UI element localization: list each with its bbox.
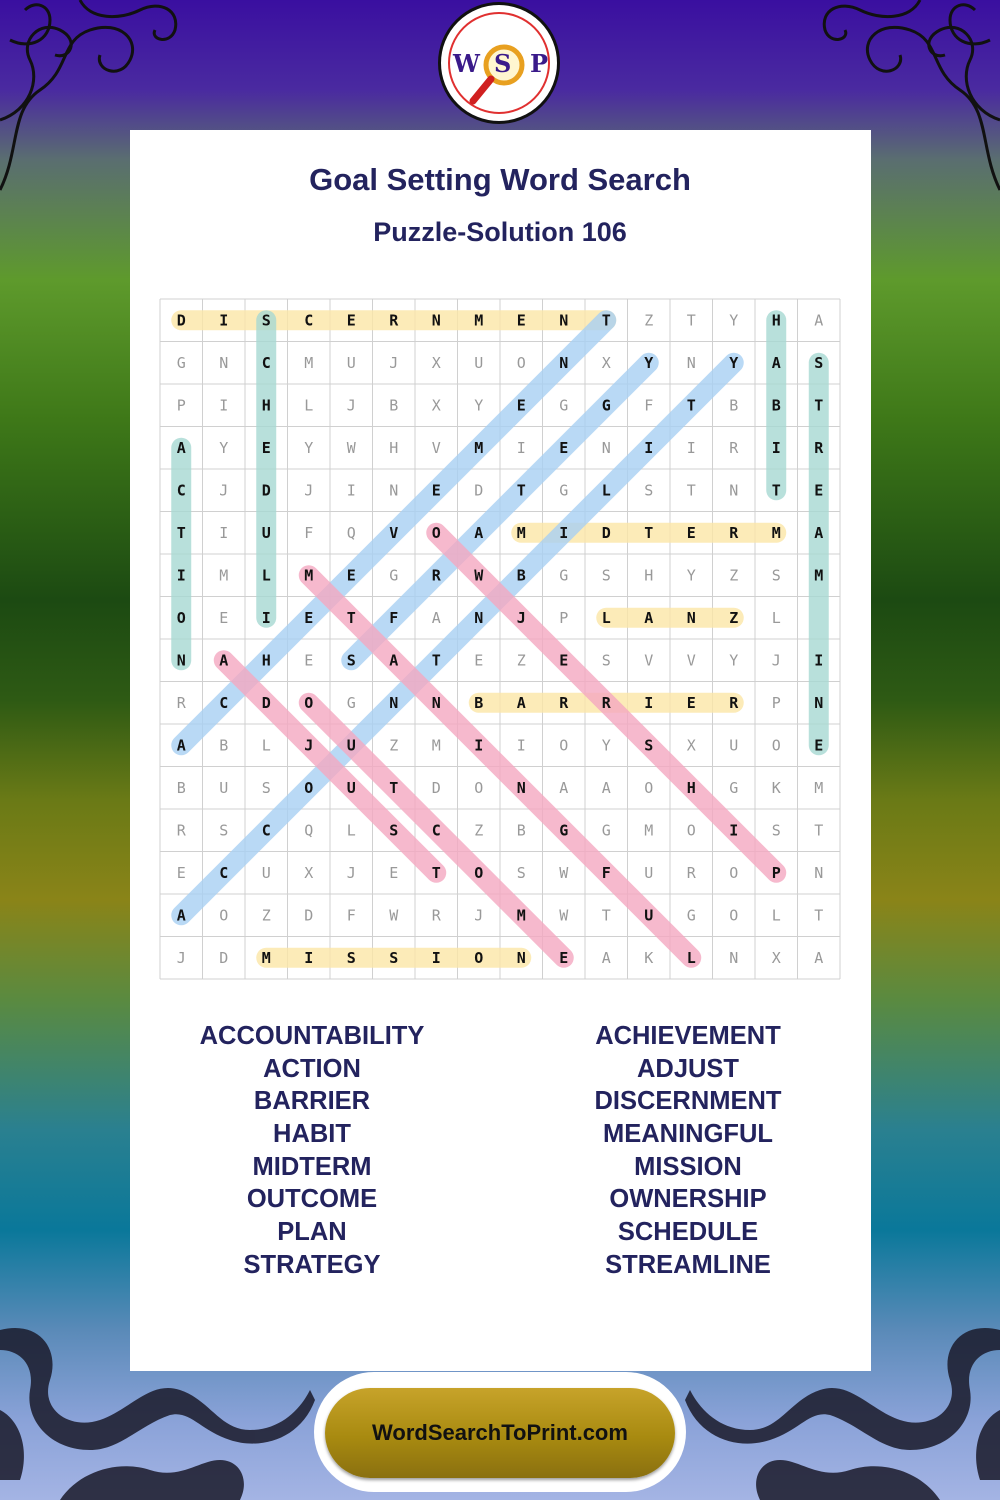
word-list-item: ACCOUNTABILITY — [199, 1022, 425, 1050]
grid-letter[interactable]: E — [431, 481, 441, 500]
grid-letter[interactable]: F — [304, 523, 314, 542]
grid-letter[interactable]: T — [686, 311, 696, 330]
grid-letter[interactable]: T — [601, 906, 611, 925]
grid-letter[interactable]: R — [729, 693, 739, 712]
grid-letter[interactable]: S — [389, 821, 399, 840]
grid-letter[interactable]: O — [686, 821, 696, 840]
grid-letter[interactable]: Q — [304, 821, 314, 840]
grid-letter[interactable]: E — [516, 396, 526, 415]
grid-letter[interactable]: F — [389, 608, 399, 627]
grid-letter[interactable]: O — [729, 906, 739, 925]
grid-letter[interactable]: T — [431, 863, 441, 882]
grid-letter[interactable]: D — [601, 523, 611, 542]
word-list-item: MISSION — [634, 1152, 742, 1181]
word-list-item: PLAN — [277, 1218, 347, 1247]
grid-letter[interactable]: O — [474, 948, 484, 967]
grid-letter[interactable]: R — [431, 566, 441, 585]
grid-letter[interactable]: M — [219, 566, 229, 585]
grid-letter[interactable]: M — [431, 736, 441, 755]
grid-letter[interactable]: T — [176, 523, 186, 542]
grid-letter[interactable]: U — [644, 863, 654, 882]
grid-letter[interactable]: N — [474, 608, 484, 627]
word-list-item: OUTCOME — [246, 1185, 378, 1214]
grid-letter[interactable]: R — [176, 821, 186, 840]
logo-letter-w: W — [453, 49, 480, 78]
grid-letter[interactable]: R — [559, 693, 569, 712]
grid-letter[interactable]: B — [771, 396, 781, 415]
grid-letter[interactable]: P — [771, 863, 781, 882]
grid-letter[interactable]: S — [516, 863, 526, 882]
grid-letter[interactable]: Z — [644, 311, 654, 330]
grid-letter[interactable]: S — [771, 566, 781, 585]
grid-letter[interactable]: A — [219, 651, 229, 670]
grid-letter[interactable]: N — [219, 353, 229, 372]
grid-letter[interactable]: O — [176, 608, 186, 627]
grid-letter[interactable]: E — [219, 608, 229, 627]
grid-letter[interactable]: S — [261, 778, 271, 797]
grid-letter[interactable]: C — [219, 863, 229, 882]
grid-letter[interactable]: N — [686, 353, 696, 372]
grid-letter[interactable]: V — [686, 651, 696, 670]
grid-letter[interactable]: I — [431, 948, 441, 967]
grid-letter[interactable]: M — [516, 523, 526, 542]
grid-letter[interactable]: U — [261, 863, 271, 882]
grid-letter[interactable]: B — [389, 396, 399, 415]
grid-letter[interactable]: W — [346, 438, 356, 457]
grid-letter[interactable]: B — [219, 736, 229, 755]
grid-letter[interactable]: I — [219, 523, 229, 542]
grid-letter[interactable]: W — [389, 906, 399, 925]
grid-letter[interactable]: N — [559, 311, 569, 330]
grid-letter[interactable]: I — [729, 821, 739, 840]
grid-letter[interactable]: E — [814, 736, 824, 755]
grid-letter[interactable]: U — [261, 523, 271, 542]
grid-letter[interactable]: S — [644, 481, 654, 500]
grid-letter[interactable]: T — [814, 906, 824, 925]
grid-letter[interactable]: E — [559, 948, 569, 967]
word-list-item: SCHEDULE — [617, 1218, 759, 1247]
grid-letter[interactable]: C — [219, 693, 229, 712]
grid-letter[interactable]: C — [176, 481, 186, 500]
grid-letter[interactable]: N — [389, 481, 399, 500]
grid-letter[interactable]: U — [219, 778, 229, 797]
grid-letter[interactable]: J — [516, 608, 526, 627]
grid-letter[interactable]: M — [261, 948, 271, 967]
grid-letter[interactable]: F — [644, 396, 654, 415]
grid-letter[interactable]: E — [176, 863, 186, 882]
grid-letter[interactable]: M — [644, 821, 654, 840]
logo-letter-s: S — [494, 49, 512, 78]
grid-letter[interactable]: Z — [474, 821, 484, 840]
grid-letter[interactable]: J — [346, 396, 356, 415]
grid-letter[interactable]: M — [814, 566, 824, 585]
grid-letter[interactable]: A — [389, 651, 399, 670]
word-list-item: ACTION — [263, 1054, 361, 1083]
grid-letter[interactable]: O — [771, 736, 781, 755]
grid-letter[interactable]: S — [346, 948, 356, 967]
grid-letter[interactable]: P — [559, 608, 569, 627]
grid-letter[interactable]: G — [346, 693, 356, 712]
grid-letter[interactable]: H — [771, 311, 781, 330]
grid-letter[interactable]: I — [516, 736, 526, 755]
grid-letter[interactable]: N — [516, 778, 526, 797]
grid-letter[interactable]: A — [176, 736, 186, 755]
grid-letter[interactable]: O — [559, 736, 569, 755]
grid-letter[interactable]: I — [814, 651, 824, 670]
grid-letter[interactable]: N — [601, 438, 611, 457]
grid-letter[interactable]: A — [474, 523, 484, 542]
grid-letter[interactable]: C — [431, 821, 441, 840]
grid-letter[interactable]: J — [304, 736, 314, 755]
grid-letter[interactable]: B — [474, 693, 484, 712]
grid-letter[interactable]: Y — [729, 651, 739, 670]
grid-letter[interactable]: N — [729, 481, 739, 500]
grid-letter[interactable]: W — [559, 863, 569, 882]
grid-letter[interactable]: E — [559, 651, 569, 670]
grid-letter[interactable]: F — [346, 906, 356, 925]
grid-letter[interactable]: V — [644, 651, 654, 670]
grid-letter[interactable]: X — [601, 353, 611, 372]
grid-letter[interactable]: I — [644, 438, 654, 457]
grid-letter[interactable]: J — [219, 481, 229, 500]
grid-letter[interactable]: J — [771, 651, 781, 670]
grid-letter[interactable]: V — [431, 438, 441, 457]
grid-letter[interactable]: N — [686, 608, 696, 627]
grid-letter[interactable]: N — [176, 651, 186, 670]
grid-letter[interactable]: G — [686, 906, 696, 925]
grid-letter[interactable]: N — [389, 693, 399, 712]
grid-letter[interactable]: M — [516, 906, 526, 925]
grid-letter[interactable]: Z — [389, 736, 399, 755]
grid-letter[interactable]: X — [686, 736, 696, 755]
grid-letter[interactable]: I — [474, 736, 484, 755]
grid-letter[interactable]: J — [304, 481, 314, 500]
grid-letter[interactable]: L — [686, 948, 696, 967]
grid-letter[interactable]: B — [729, 396, 739, 415]
grid-letter[interactable]: A — [644, 608, 654, 627]
grid-letter[interactable]: D — [261, 693, 271, 712]
grid-letter[interactable]: A — [516, 693, 526, 712]
grid-letter[interactable]: B — [516, 566, 526, 585]
grid-letter[interactable]: N — [431, 311, 441, 330]
grid-letter[interactable]: C — [261, 821, 271, 840]
logo-letter-p: P — [530, 49, 549, 78]
grid-letter[interactable]: R — [686, 863, 696, 882]
grid-letter[interactable]: J — [176, 948, 186, 967]
grid-letter[interactable]: S — [219, 821, 229, 840]
grid-letter[interactable]: G — [176, 353, 186, 372]
grid-letter[interactable]: Y — [474, 396, 484, 415]
grid-letter[interactable]: G — [601, 821, 611, 840]
grid-letter[interactable]: E — [346, 566, 356, 585]
grid-letter[interactable]: A — [771, 353, 781, 372]
word-list-item: BARRIER — [253, 1087, 371, 1116]
grid-letter[interactable]: I — [346, 481, 356, 500]
grid-letter[interactable]: L — [261, 566, 271, 585]
grid-letter[interactable]: G — [601, 396, 611, 415]
grid-letter[interactable]: I — [219, 396, 229, 415]
grid-letter[interactable]: I — [176, 566, 186, 585]
grid-letter[interactable]: M — [304, 566, 314, 585]
grid-letter[interactable]: O — [304, 693, 314, 712]
grid-letter[interactable]: O — [304, 778, 314, 797]
grid-letter[interactable]: S — [814, 353, 824, 372]
grid-letter[interactable]: E — [686, 693, 696, 712]
grid-letter[interactable]: D — [431, 778, 441, 797]
grid-letter[interactable]: R — [176, 693, 186, 712]
grid-letter[interactable]: T — [516, 481, 526, 500]
grid-letter[interactable]: N — [729, 948, 739, 967]
grid-letter[interactable]: Z — [261, 906, 271, 925]
grid-letter[interactable]: A — [601, 948, 611, 967]
grid-letter[interactable]: C — [304, 311, 314, 330]
grid-letter[interactable]: O — [431, 523, 441, 542]
grid-letter[interactable]: R — [814, 438, 824, 457]
grid-letter[interactable]: O — [644, 778, 654, 797]
grid-letter[interactable]: Y — [686, 566, 696, 585]
grid-letter[interactable]: A — [814, 523, 824, 542]
grid-letter[interactable]: T — [771, 481, 781, 500]
grid-letter[interactable]: M — [304, 353, 314, 372]
grid-letter[interactable]: D — [219, 948, 229, 967]
grid-letter[interactable]: C — [261, 353, 271, 372]
grid-letter[interactable]: A — [176, 438, 186, 457]
grid-letter[interactable]: L — [601, 481, 611, 500]
grid-letter[interactable]: N — [814, 863, 824, 882]
grid-letter[interactable]: X — [771, 948, 781, 967]
grid-letter[interactable]: R — [729, 523, 739, 542]
grid-letter[interactable]: S — [771, 821, 781, 840]
grid-letter[interactable]: E — [559, 438, 569, 457]
grid-letter[interactable]: Q — [346, 523, 356, 542]
grid-letter[interactable]: U — [346, 778, 356, 797]
grid-letter[interactable]: Z — [729, 566, 739, 585]
grid-letter[interactable]: D — [176, 311, 186, 330]
grid-letter[interactable]: T — [601, 311, 611, 330]
grid-letter[interactable]: J — [474, 906, 484, 925]
grid-letter[interactable]: E — [261, 438, 271, 457]
grid-letter[interactable]: Y — [644, 353, 654, 372]
grid-letter[interactable]: P — [176, 396, 186, 415]
word-list-item: MIDTERM — [252, 1152, 372, 1181]
grid-letter[interactable]: E — [686, 523, 696, 542]
grid-letter[interactable]: J — [389, 353, 399, 372]
grid-letter[interactable]: H — [686, 778, 696, 797]
grid-letter[interactable]: I — [686, 438, 696, 457]
grid-letter[interactable]: E — [389, 863, 399, 882]
grid-letter[interactable]: G — [559, 821, 569, 840]
grid-letter[interactable]: N — [559, 353, 569, 372]
grid-letter[interactable]: I — [771, 438, 781, 457]
grid-letter[interactable]: B — [516, 821, 526, 840]
grid-letter[interactable]: Y — [304, 438, 314, 457]
grid-letter[interactable]: T — [346, 608, 356, 627]
word-list-item: STREAMLINE — [605, 1250, 771, 1279]
grid-letter[interactable]: T — [814, 821, 824, 840]
grid-letter[interactable]: X — [304, 863, 314, 882]
grid-letter[interactable]: R — [389, 311, 399, 330]
word-list-item: ADJUST — [636, 1054, 739, 1083]
word-list-item: DISCERNMENT — [594, 1087, 782, 1116]
grid-letter[interactable]: L — [304, 396, 314, 415]
grid-letter[interactable]: N — [814, 693, 824, 712]
grid-letter[interactable]: X — [431, 396, 441, 415]
grid-letter[interactable]: N — [431, 693, 441, 712]
grid-letter[interactable]: I — [261, 608, 271, 627]
grid-letter[interactable]: L — [346, 821, 356, 840]
grid-letter[interactable]: A — [431, 608, 441, 627]
grid-letter[interactable]: S — [644, 736, 654, 755]
grid-letter[interactable]: F — [601, 863, 611, 882]
grid-letter[interactable]: R — [431, 906, 441, 925]
grid-letter[interactable]: M — [771, 523, 781, 542]
grid-letter[interactable]: E — [474, 651, 484, 670]
grid-letter[interactable]: O — [516, 353, 526, 372]
grid-letter[interactable]: G — [559, 481, 569, 500]
grid-letter[interactable]: Y — [601, 736, 611, 755]
grid-letter[interactable]: O — [474, 778, 484, 797]
word-list-item: ACHIEVEMENT — [595, 1022, 781, 1050]
grid-letter[interactable]: R — [601, 693, 611, 712]
grid-letter[interactable]: T — [686, 481, 696, 500]
grid-letter[interactable]: E — [346, 311, 356, 330]
grid-letter[interactable]: M — [474, 311, 484, 330]
grid-letter[interactable]: A — [814, 311, 824, 330]
grid-letter[interactable]: U — [346, 736, 356, 755]
word-list-item: HABIT — [273, 1120, 351, 1149]
footer-site-link[interactable]: WordSearchToPrint.com — [372, 1420, 628, 1445]
grid-letter[interactable]: V — [389, 523, 399, 542]
grid-letter[interactable]: G — [559, 396, 569, 415]
grid-letter[interactable]: I — [644, 693, 654, 712]
grid-letter[interactable]: D — [474, 481, 484, 500]
grid-letter[interactable]: I — [559, 523, 569, 542]
grid-letter[interactable]: S — [261, 311, 271, 330]
grid-letter[interactable]: T — [814, 396, 824, 415]
grid-letter[interactable]: G — [389, 566, 399, 585]
grid-letter[interactable]: W — [474, 566, 484, 585]
grid-letter[interactable]: W — [559, 906, 569, 925]
grid-letter[interactable]: S — [601, 651, 611, 670]
word-list-item: MEANINGFUL — [603, 1120, 773, 1149]
grid-letter[interactable]: Y — [219, 438, 229, 457]
grid-letter[interactable]: T — [686, 396, 696, 415]
grid-letter[interactable]: H — [644, 566, 654, 585]
grid-letter[interactable]: O — [219, 906, 229, 925]
grid-letter[interactable]: E — [304, 651, 314, 670]
grid-letter[interactable]: I — [219, 311, 229, 330]
grid-letter[interactable]: U — [644, 906, 654, 925]
grid-letter[interactable]: I — [516, 438, 526, 457]
grid-letter[interactable]: L — [771, 906, 781, 925]
grid-letter[interactable]: U — [346, 353, 356, 372]
grid-letter[interactable]: S — [389, 948, 399, 967]
grid-letter[interactable]: G — [559, 566, 569, 585]
grid-letter[interactable]: M — [814, 778, 824, 797]
word-list-right — [538, 1020, 838, 1282]
page-title: Goal Setting Word Search — [309, 162, 691, 197]
grid-letter[interactable]: H — [261, 396, 271, 415]
grid-letter[interactable]: S — [601, 566, 611, 585]
grid-letter[interactable]: K — [771, 778, 781, 797]
grid-letter[interactable]: P — [771, 693, 781, 712]
grid-letter[interactable]: U — [474, 353, 484, 372]
word-list-item: OWNERSHIP — [609, 1185, 767, 1214]
grid-letter[interactable]: J — [346, 863, 356, 882]
grid-letter[interactable]: Z — [729, 608, 739, 627]
grid-letter[interactable]: E — [516, 311, 526, 330]
grid-letter[interactable]: Y — [729, 311, 739, 330]
page-subtitle: Puzzle-Solution 106 — [373, 217, 627, 247]
word-list-left — [162, 1020, 462, 1282]
grid-letter[interactable]: T — [431, 651, 441, 670]
word-list-item: STRATEGY — [243, 1250, 381, 1279]
grid-letter[interactable]: Z — [516, 651, 526, 670]
grid-letter[interactable]: A — [601, 778, 611, 797]
grid-letter[interactable]: A — [176, 906, 186, 925]
grid-letter[interactable]: L — [771, 608, 781, 627]
grid-letter[interactable]: Y — [729, 353, 739, 372]
grid-letter[interactable]: L — [261, 736, 271, 755]
grid-letter[interactable]: E — [814, 481, 824, 500]
grid-letter[interactable]: O — [729, 863, 739, 882]
grid-letter[interactable]: E — [304, 608, 314, 627]
grid-letter[interactable]: T — [389, 778, 399, 797]
grid-letter[interactable]: H — [389, 438, 399, 457]
grid-letter[interactable]: M — [474, 438, 484, 457]
grid-letter[interactable]: S — [346, 651, 356, 670]
grid-letter[interactable]: A — [814, 948, 824, 967]
grid-letter[interactable]: H — [261, 651, 271, 670]
grid-letter[interactable]: O — [474, 863, 484, 882]
grid-letter[interactable]: N — [516, 948, 526, 967]
grid-letter[interactable]: L — [601, 608, 611, 627]
grid-letter[interactable]: D — [304, 906, 314, 925]
grid-letter[interactable]: T — [644, 523, 654, 542]
grid-letter[interactable]: B — [176, 778, 186, 797]
grid-letter[interactable]: R — [729, 438, 739, 457]
grid-letter[interactable]: A — [559, 778, 569, 797]
grid-letter[interactable]: X — [431, 353, 441, 372]
grid-letter[interactable]: K — [644, 948, 654, 967]
grid-letter[interactable]: U — [729, 736, 739, 755]
grid-letter[interactable]: G — [729, 778, 739, 797]
grid-letter[interactable]: I — [304, 948, 314, 967]
grid-letter[interactable]: D — [261, 481, 271, 500]
